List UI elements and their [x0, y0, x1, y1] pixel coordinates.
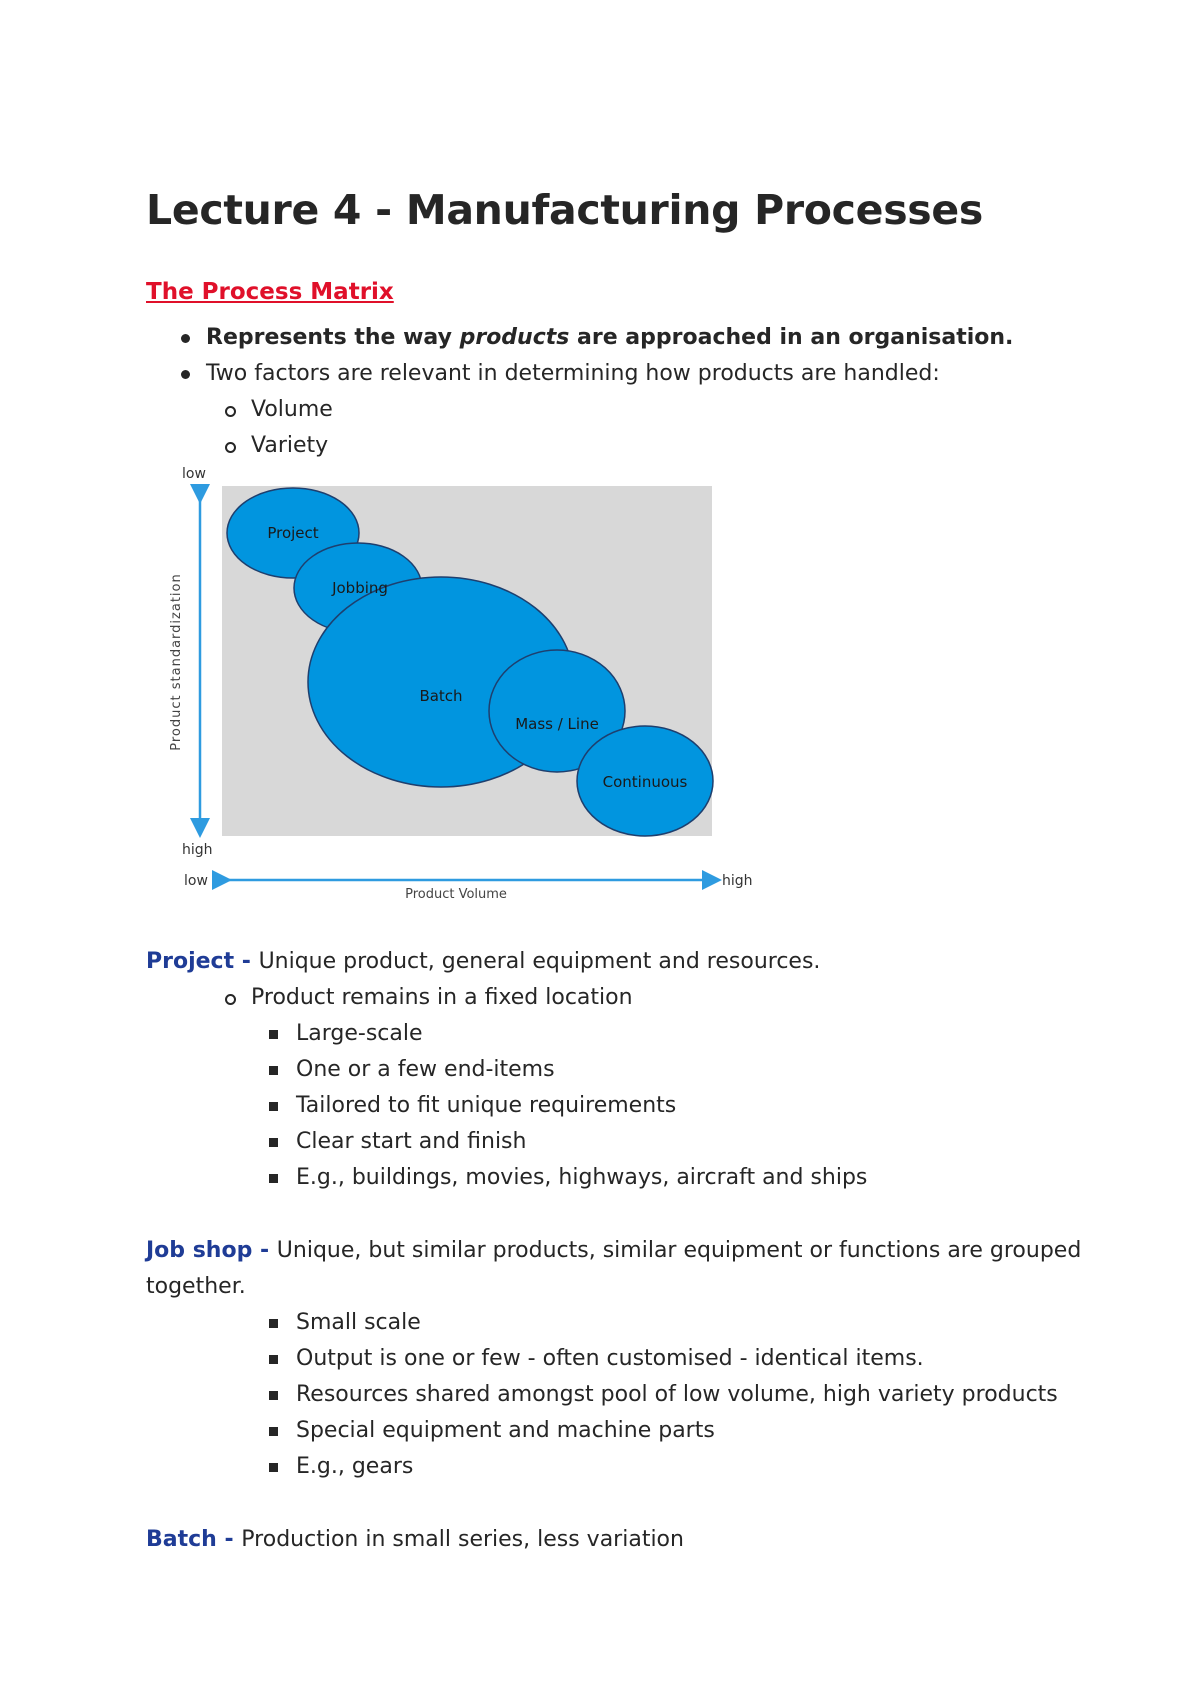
bullet-square-icon	[269, 1138, 278, 1147]
process-matrix-bullet-2: Two factors are relevant in determining how products are handled:	[206, 361, 940, 386]
project-item-5: E.g., buildings, movies, highways, aircraft and ships	[296, 1165, 868, 1190]
bullet-square-icon	[269, 1030, 278, 1039]
bullet-disc-icon	[181, 370, 190, 379]
batch-definition	[146, 1525, 684, 1555]
ellipse-label-batch: Batch	[419, 687, 463, 705]
x-axis-right-label: high	[722, 873, 753, 889]
bullet-circle-icon	[225, 442, 236, 453]
bullet-square-icon	[269, 1463, 278, 1472]
bullet-circle-icon	[225, 994, 236, 1005]
job-shop-definition	[146, 1236, 1081, 1266]
project-definition	[146, 947, 820, 977]
bullet-square-icon	[269, 1319, 278, 1328]
job-shop-description-line-1: Unique, but similar products, similar equipment or functions are grouped	[276, 1238, 1082, 1263]
bullet-square-icon	[269, 1066, 278, 1075]
process-matrix-diagram	[160, 456, 760, 906]
bullet-square-icon	[269, 1427, 278, 1436]
bullet-square-icon	[269, 1102, 278, 1111]
bullet-square-icon	[269, 1174, 278, 1183]
bullet-square-icon	[269, 1355, 278, 1364]
batch-description: Production in small series, less variation	[241, 1527, 684, 1552]
job-shop-item-3: Resources shared amongst pool of low volume, high variety products	[296, 1382, 1058, 1407]
project-description: Unique product, general equipment and resources.	[258, 949, 821, 974]
factor-variety: Variety	[251, 433, 329, 458]
y-axis-bottom-label: high	[182, 842, 213, 858]
ellipse-label-jobbing: Jobbing	[332, 579, 388, 597]
job-shop-term: Job shop -	[146, 1238, 277, 1263]
bullet-circle-icon	[225, 406, 236, 417]
section-heading-process-matrix: The Process Matrix	[146, 279, 394, 305]
page-title: Lecture 4 - Manufacturing Processes	[146, 186, 984, 234]
batch-term: Batch -	[146, 1527, 242, 1552]
bullet-square-icon	[269, 1391, 278, 1400]
job-shop-item-1: Small scale	[296, 1310, 421, 1335]
project-item-1: Large-scale	[296, 1021, 423, 1046]
job-shop-item-2: Output is one or few - often customised - identical items.	[296, 1346, 924, 1371]
y-axis-title: Product standardization	[169, 573, 184, 751]
project-item-3: Tailored to fit unique requirements	[296, 1093, 677, 1118]
factor-volume: Volume	[251, 397, 333, 422]
project-term: Project -	[146, 949, 259, 974]
job-shop-description-line-2: together.	[146, 1274, 246, 1299]
project-item-2: One or a few end-items	[296, 1057, 555, 1082]
bullet-1-emphasis: products	[459, 325, 570, 350]
x-axis-title: Product Volume	[405, 887, 507, 902]
job-shop-item-5: E.g., gears	[296, 1454, 414, 1479]
process-matrix-bullet-1	[206, 323, 1013, 353]
y-axis-top-label: low	[182, 466, 206, 482]
ellipse-label-continuous: Continuous	[602, 773, 688, 791]
bullet-1-text-end: are approached in an organisation.	[569, 325, 1014, 350]
job-shop-item-4: Special equipment and machine parts	[296, 1418, 715, 1443]
bullet-disc-icon	[181, 334, 190, 343]
x-axis-left-label: low	[184, 873, 208, 889]
project-sub-point: Product remains in a fixed location	[251, 985, 633, 1010]
project-item-4: Clear start and finish	[296, 1129, 527, 1154]
ellipse-label-project: Project	[267, 524, 319, 542]
bullet-1-text-start: Represents the way	[206, 325, 460, 350]
ellipse-label-mass-line: Mass / Line	[515, 715, 599, 733]
